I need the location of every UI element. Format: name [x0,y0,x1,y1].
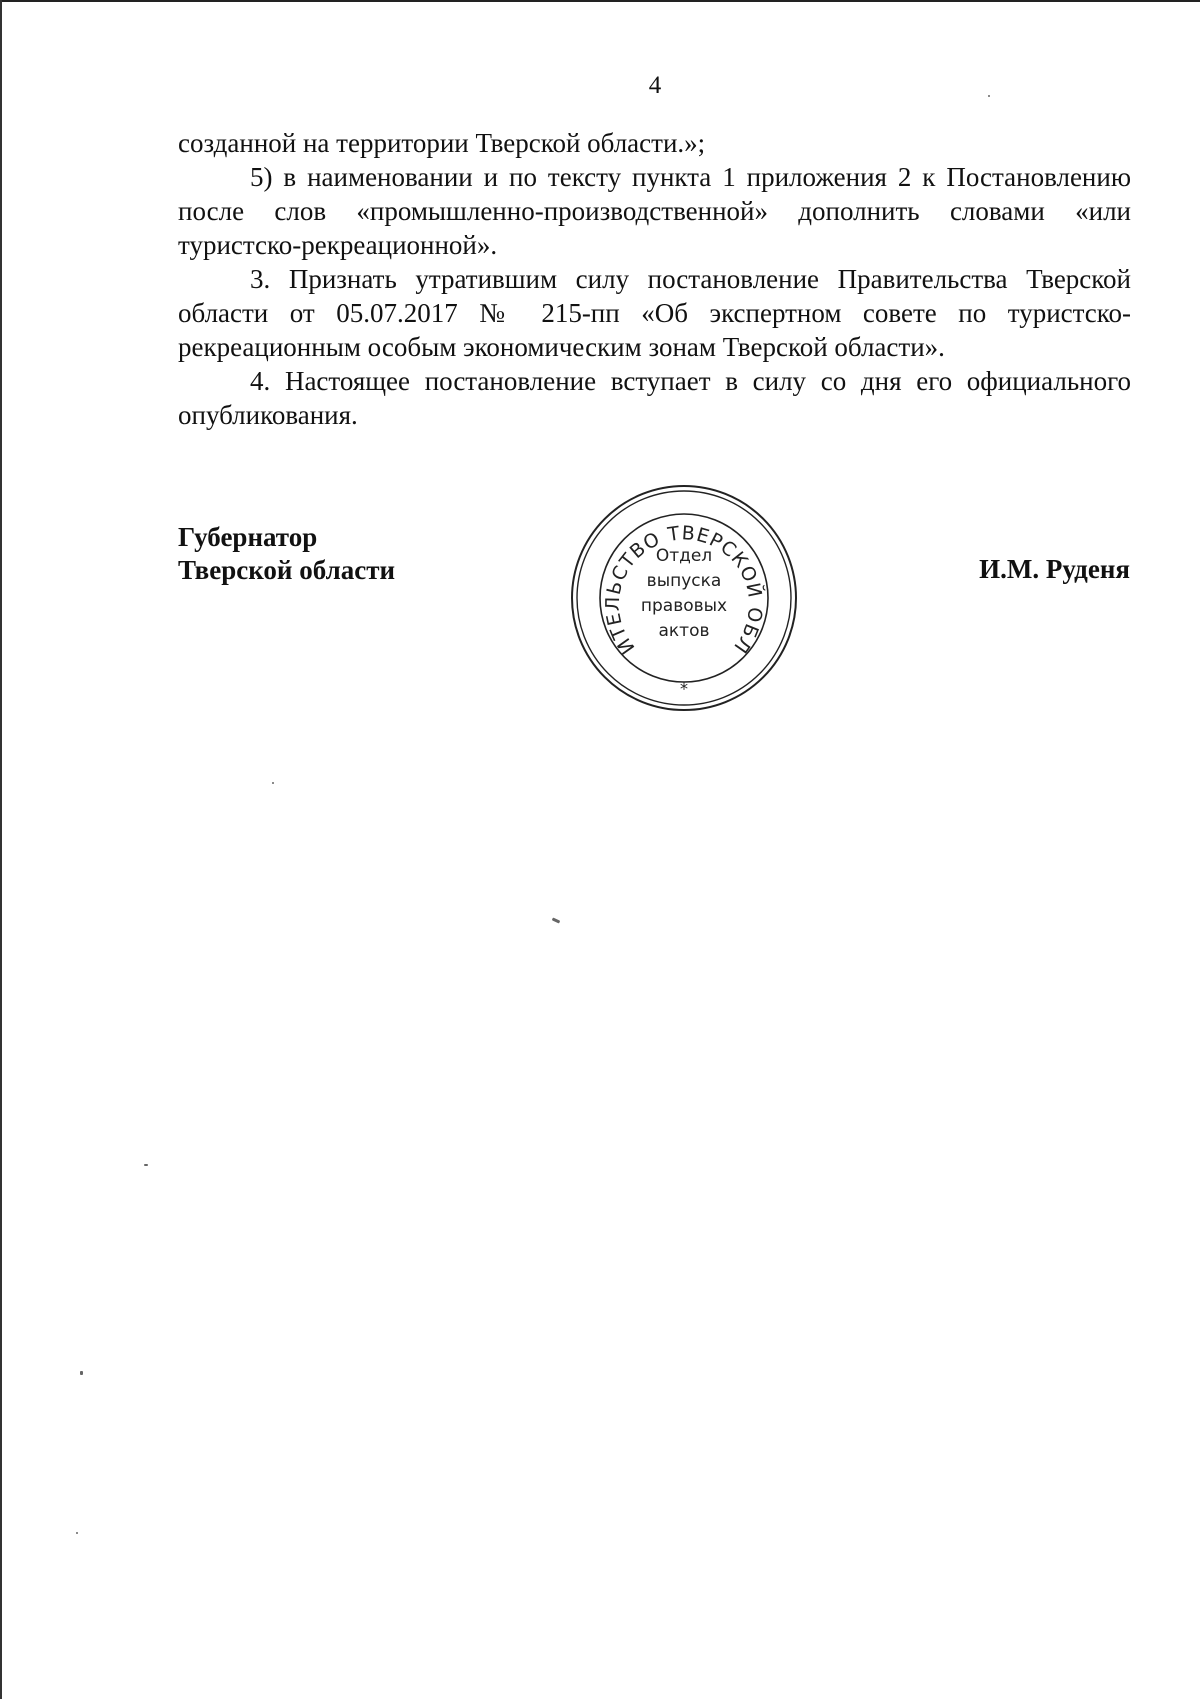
paragraph-item-5: 5) в наименовании и по тексту пункта 1 приложения 2 к Постановлению после слов «промышленно-производственной» дополнить словами «или туристско-рекреационной». [178,162,1131,260]
paragraph-item-4: 4. Настоящее постановление вступает в силу со дня его официального опубликования. [178,366,1131,430]
scan-speck [76,1532,78,1534]
scan-speck [144,1164,148,1166]
scan-speck [552,917,561,923]
seal-center-line-3: правовых [640,596,728,616]
signatory-name: И.М. Руденя [979,554,1130,584]
signature-title-line-2: Тверской области [178,555,396,585]
paragraph-item-3: 3. Признать утратившим силу постановление Правительства Тверской области от 05.07.2017 № 215-пп «Об экспертном совете по туристско-рекреационным особым экономическим зонам Тверской области». [178,264,1131,362]
document-body [178,126,1131,432]
signature-title-line-1: Губернатор [178,522,318,552]
seal-center-text [608,544,760,644]
seal-star: * [680,679,688,698]
scan-speck [272,782,274,784]
seal-center-line-1: Отдел [655,546,713,566]
scan-speck [80,1371,83,1375]
scan-edge-top [0,0,1200,2]
seal-center-line-2: выпуска [646,571,722,591]
scan-edge-left [0,0,2,1699]
seal-ring-text: ИТЕЛЬСТВО ТВЕРСКОЙ ОБЛ [601,522,767,659]
paragraph-continuation: созданной на территории Тверской области.»; [178,128,706,158]
page-number: 4 [648,72,662,99]
seal-center-line-4: актов [658,621,710,641]
signature-title [178,521,395,587]
official-seal [568,482,800,714]
scan-speck [988,95,990,97]
